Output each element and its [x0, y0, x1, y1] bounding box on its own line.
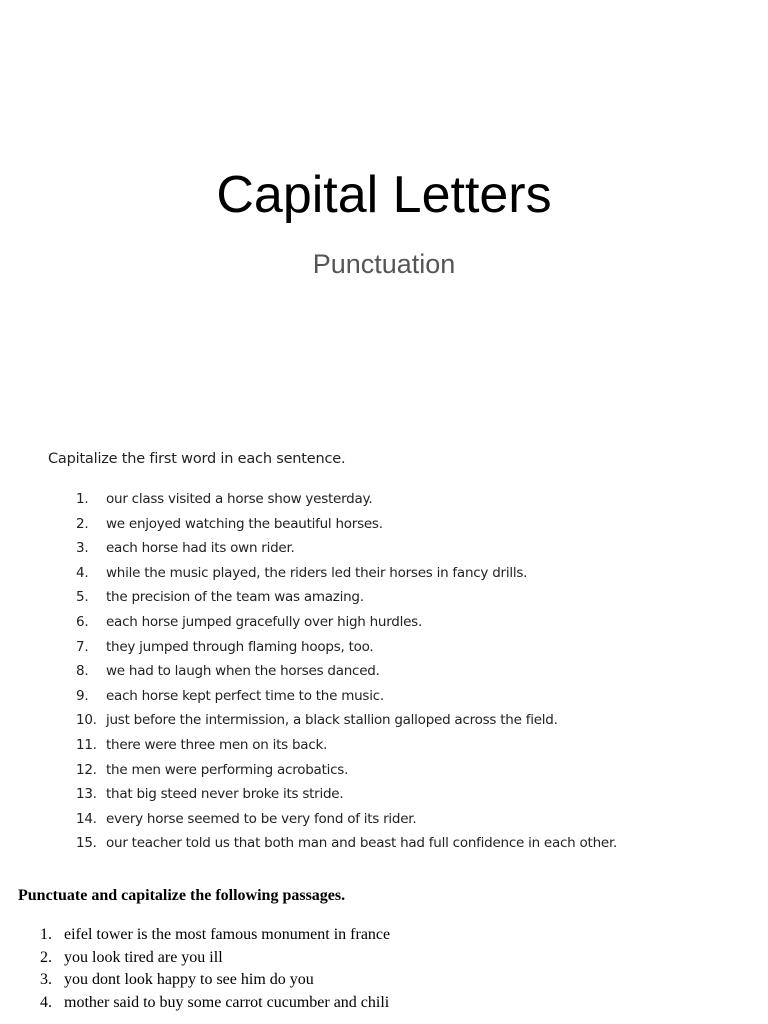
item-text: that big steed never broke its stride. — [106, 786, 344, 803]
item-text: we had to laugh when the horses danced. — [106, 663, 380, 680]
list-item — [40, 947, 390, 970]
section2-instruction: Punctuate and capitalize the following passages. — [18, 887, 346, 904]
item-number: 12. — [76, 761, 97, 778]
list-item — [76, 685, 617, 710]
list-item — [76, 783, 617, 808]
item-number: 2. — [40, 948, 52, 966]
item-number: 4. — [40, 993, 52, 1011]
item-text: our teacher told us that both man and beast had full confidence in each other. — [106, 835, 618, 852]
list-item — [76, 832, 617, 857]
item-text: the men were performing acrobatics. — [106, 761, 349, 778]
section1-list — [76, 488, 617, 857]
item-number: 8. — [76, 663, 89, 680]
item-text: eifel tower is the most famous monument in france — [64, 926, 391, 943]
item-text: you look tired are you ill — [64, 948, 223, 966]
item-number: 9. — [76, 687, 89, 704]
list-item — [76, 537, 617, 562]
list-item — [40, 924, 390, 947]
list-item — [40, 969, 390, 992]
item-number: 6. — [76, 613, 89, 630]
item-number: 13. — [76, 786, 97, 803]
list-item — [76, 586, 617, 611]
item-number: 3. — [76, 540, 89, 557]
item-number: 1. — [76, 491, 89, 507]
item-number: 5. — [76, 589, 89, 606]
list-item — [76, 488, 617, 513]
item-text: they jumped through flaming hoops, too. — [106, 638, 374, 655]
item-text: every horse seemed to be very fond of its rider. — [106, 810, 417, 827]
item-text: just before the intermission, a black stallion galloped across the field. — [106, 712, 558, 729]
item-text: you dont look happy to see him do you — [64, 971, 314, 988]
section2-list — [40, 924, 390, 1014]
section1-instruction: Capitalize the first word in each sentence. — [48, 451, 346, 467]
item-text: we enjoyed watching the beautiful horses. — [106, 515, 383, 532]
item-text: each horse kept perfect time to the music. — [106, 687, 384, 704]
page-title: Capital Letters — [216, 166, 552, 224]
list-item — [76, 734, 617, 759]
item-number: 14. — [76, 810, 97, 827]
list-item — [76, 808, 617, 833]
list-item — [76, 759, 617, 784]
item-text: while the music played, the riders led their horses in fancy drills. — [106, 564, 528, 581]
item-number: 2. — [76, 515, 89, 532]
item-number: 10. — [76, 712, 97, 729]
item-text: the precision of the team was amazing. — [106, 589, 364, 606]
item-number: 7. — [76, 638, 89, 655]
item-text: our class visited a horse show yesterday. — [106, 491, 373, 507]
list-item — [76, 611, 617, 636]
item-number: 11. — [76, 736, 97, 753]
item-text: there were three men on its back. — [106, 736, 328, 753]
item-text: each horse jumped gracefully over high hurdles. — [106, 613, 422, 630]
item-number: 3. — [40, 971, 52, 988]
list-item — [76, 709, 617, 734]
list-item — [40, 992, 390, 1015]
item-number: 4. — [76, 564, 89, 581]
item-text: each horse had its own rider. — [106, 540, 295, 557]
list-item — [76, 660, 617, 685]
item-number: 15. — [76, 835, 97, 852]
list-item — [76, 562, 617, 587]
list-item — [76, 513, 617, 538]
list-item — [76, 636, 617, 661]
item-number: 1. — [40, 926, 52, 943]
page-subtitle: Punctuation — [312, 249, 456, 279]
item-text: mother said to buy some carrot cucumber and chili — [64, 993, 390, 1011]
